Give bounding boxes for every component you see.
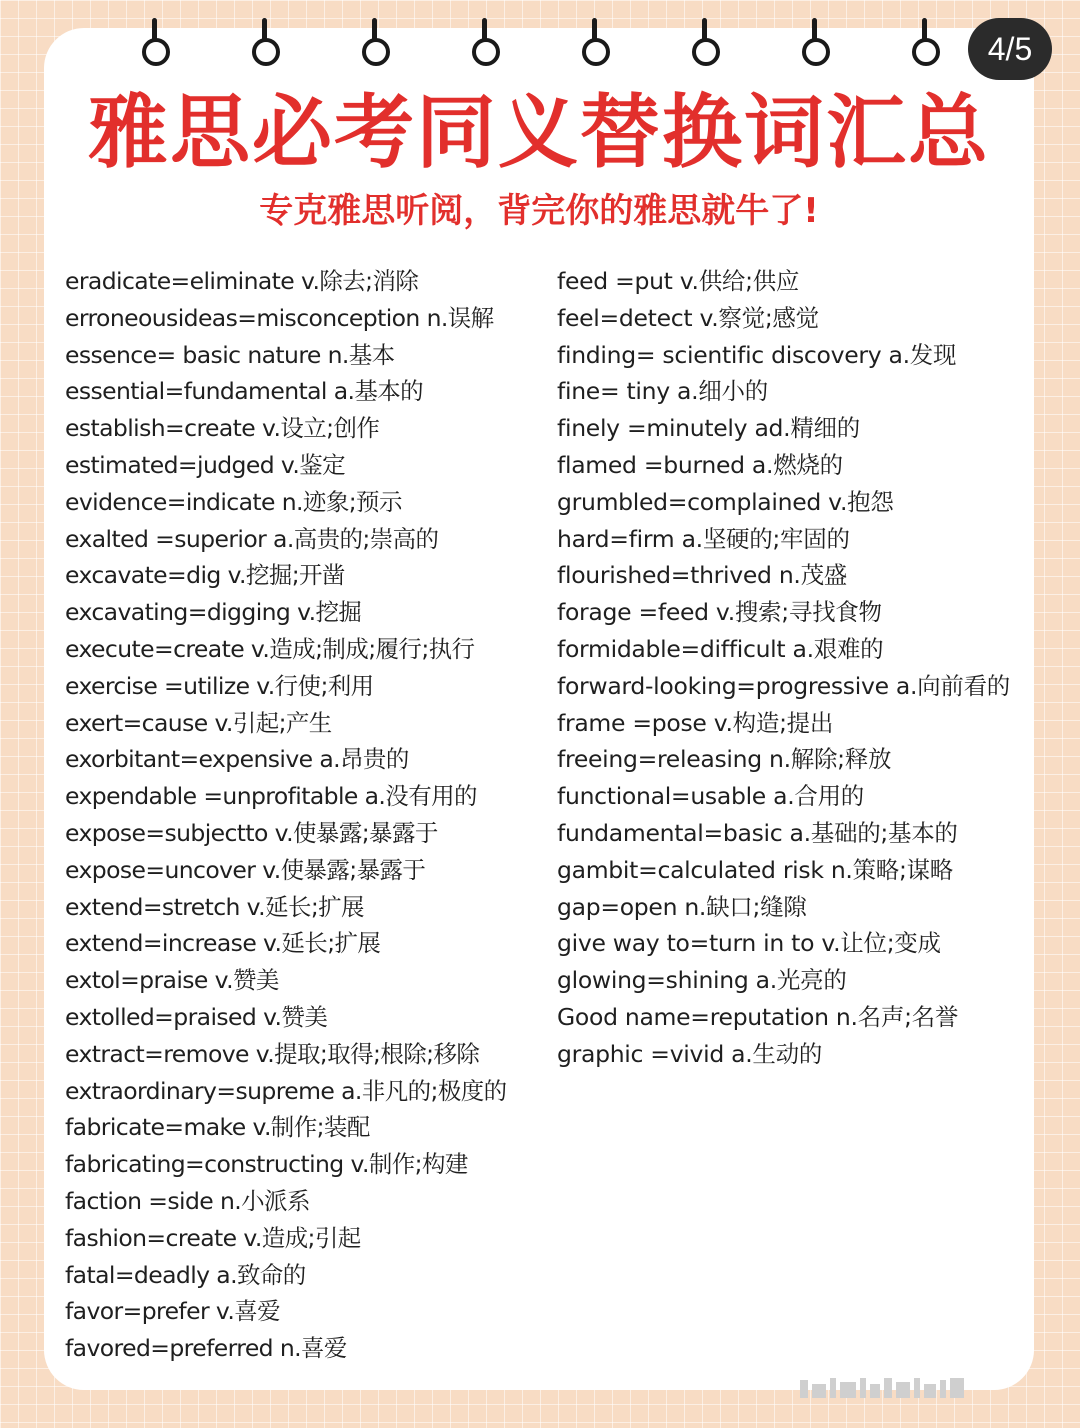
vocab-entry: exercise =utilize v.行使;利用 [65, 671, 374, 700]
vocab-entry: expendable =unprofitable a.没有用的 [65, 782, 477, 811]
vocab-entry: favor=prefer v.喜爱 [65, 1297, 281, 1326]
vocab-entry: fundamental=basic a.基础的;基本的 [557, 818, 958, 847]
vocab-entry: flourished=thrived n.茂盛 [557, 561, 847, 590]
vocab-list-right [557, 263, 1057, 1073]
vocab-entry: extract=remove v.提取;取得;根除;移除 [65, 1039, 480, 1068]
vocab-entry: gap=open n.缺口;缝隙 [557, 892, 807, 921]
watermark-marks [800, 1378, 1060, 1408]
vocab-entry: forage =feed v.搜索;寻找食物 [557, 598, 882, 627]
vocab-entry: exert=cause v.引起;产生 [65, 708, 332, 737]
vocab-entry: fabricate=make v.制作;装配 [65, 1113, 370, 1142]
vocab-entry: forward-looking=progressive a.向前看的 [557, 671, 1010, 700]
vocab-entry: expose=subjectto v.使暴露;暴露于 [65, 818, 438, 847]
vocab-entry: expose=uncover v.使暴露;暴露于 [65, 855, 426, 884]
binder-ring-icon [251, 18, 277, 66]
binder-ring-icon [691, 18, 717, 66]
vocab-entry: excavating=digging v.挖掘 [65, 598, 362, 627]
vocab-entry: flamed =burned a.燃烧的 [557, 450, 843, 479]
vocab-entry: erroneousideas=misconception n.误解 [65, 303, 494, 332]
page-indicator-badge: 4/5 [968, 18, 1052, 80]
vocab-entry: frame =pose v.构造;提出 [557, 708, 834, 737]
vocab-entry: essential=fundamental a.基本的 [65, 377, 424, 406]
vocab-entry: finely =minutely ad.精细的 [557, 414, 860, 443]
vocab-entry: fine= tiny a.细小的 [557, 377, 768, 406]
vocab-entry: freeing=releasing n.解除;释放 [557, 745, 892, 774]
vocab-entry: extend=increase v.延长;扩展 [65, 929, 381, 958]
vocab-entry: faction =side n.小派系 [65, 1186, 310, 1215]
page-subtitle: 专克雅思听阅，背完你的雅思就牛了! [259, 191, 819, 231]
vocab-entry: functional=usable a.合用的 [557, 782, 864, 811]
binder-ring-icon [801, 18, 827, 66]
vocab-entry: eradicate=eliminate v.除去;消除 [65, 267, 419, 295]
vocab-entry: essence= basic nature n.基本 [65, 340, 395, 369]
vocab-entry: establish=create v.设立;创作 [65, 414, 380, 443]
vocab-entry: extraordinary=supreme a.非凡的;极度的 [65, 1076, 507, 1105]
vocab-entry: feed =put v.供给;供应 [557, 267, 800, 295]
vocab-entry: gambit=calculated risk n.策略;谋略 [557, 855, 954, 884]
vocab-entry: Good name=reputation n.名声;名誉 [557, 1002, 959, 1031]
vocab-entry: formidable=difficult a.艰难的 [557, 634, 884, 663]
vocab-entry: favored=preferred n.喜爱 [65, 1334, 347, 1363]
vocab-entry: extolled=praised v.赞美 [65, 1002, 328, 1031]
vocab-entry: give way to=turn in to v.让位;变成 [557, 929, 941, 958]
vocab-entry: glowing=shining a.光亮的 [557, 966, 847, 995]
binder-ring-icon [471, 18, 497, 66]
binder-ring-icon [141, 18, 167, 66]
page-title: 雅思必考同义替换词汇总 [88, 86, 990, 179]
vocab-entry: estimated=judged v.鉴定 [65, 450, 346, 479]
binder-ring-icon [361, 18, 387, 66]
vocab-entry: excavate=dig v.挖掘;开凿 [65, 561, 345, 590]
binder-ring-icon [581, 18, 607, 66]
vocab-entry: fashion=create v.造成;引起 [65, 1223, 361, 1252]
vocab-entry: fatal=deadly a.致命的 [65, 1260, 306, 1289]
vocab-entry: exorbitant=expensive a.昂贵的 [65, 745, 409, 774]
vocab-list-left [65, 263, 555, 1367]
vocab-entry: extend=stretch v.延长;扩展 [65, 892, 364, 921]
vocab-entry: hard=firm a.坚硬的;牢固的 [557, 524, 850, 553]
vocab-entry: finding= scientific discovery a.发现 [557, 340, 957, 369]
vocab-entry: feel=detect v.察觉;感觉 [557, 303, 819, 332]
vocab-entry: exalted =superior a.高贵的;崇高的 [65, 524, 439, 553]
vocab-entry: evidence=indicate n.迹象;预示 [65, 487, 402, 516]
vocab-entry: execute=create v.造成;制成;履行;执行 [65, 634, 475, 663]
binder-ring-icon [911, 18, 937, 66]
vocab-entry: grumbled=complained v.抱怨 [557, 487, 894, 516]
vocab-entry: extol=praise v.赞美 [65, 966, 279, 995]
binder-rings [0, 0, 1080, 80]
vocab-entry: graphic =vivid a.生动的 [557, 1039, 823, 1068]
vocab-entry: fabricating=constructing v.制作;构建 [65, 1150, 468, 1179]
